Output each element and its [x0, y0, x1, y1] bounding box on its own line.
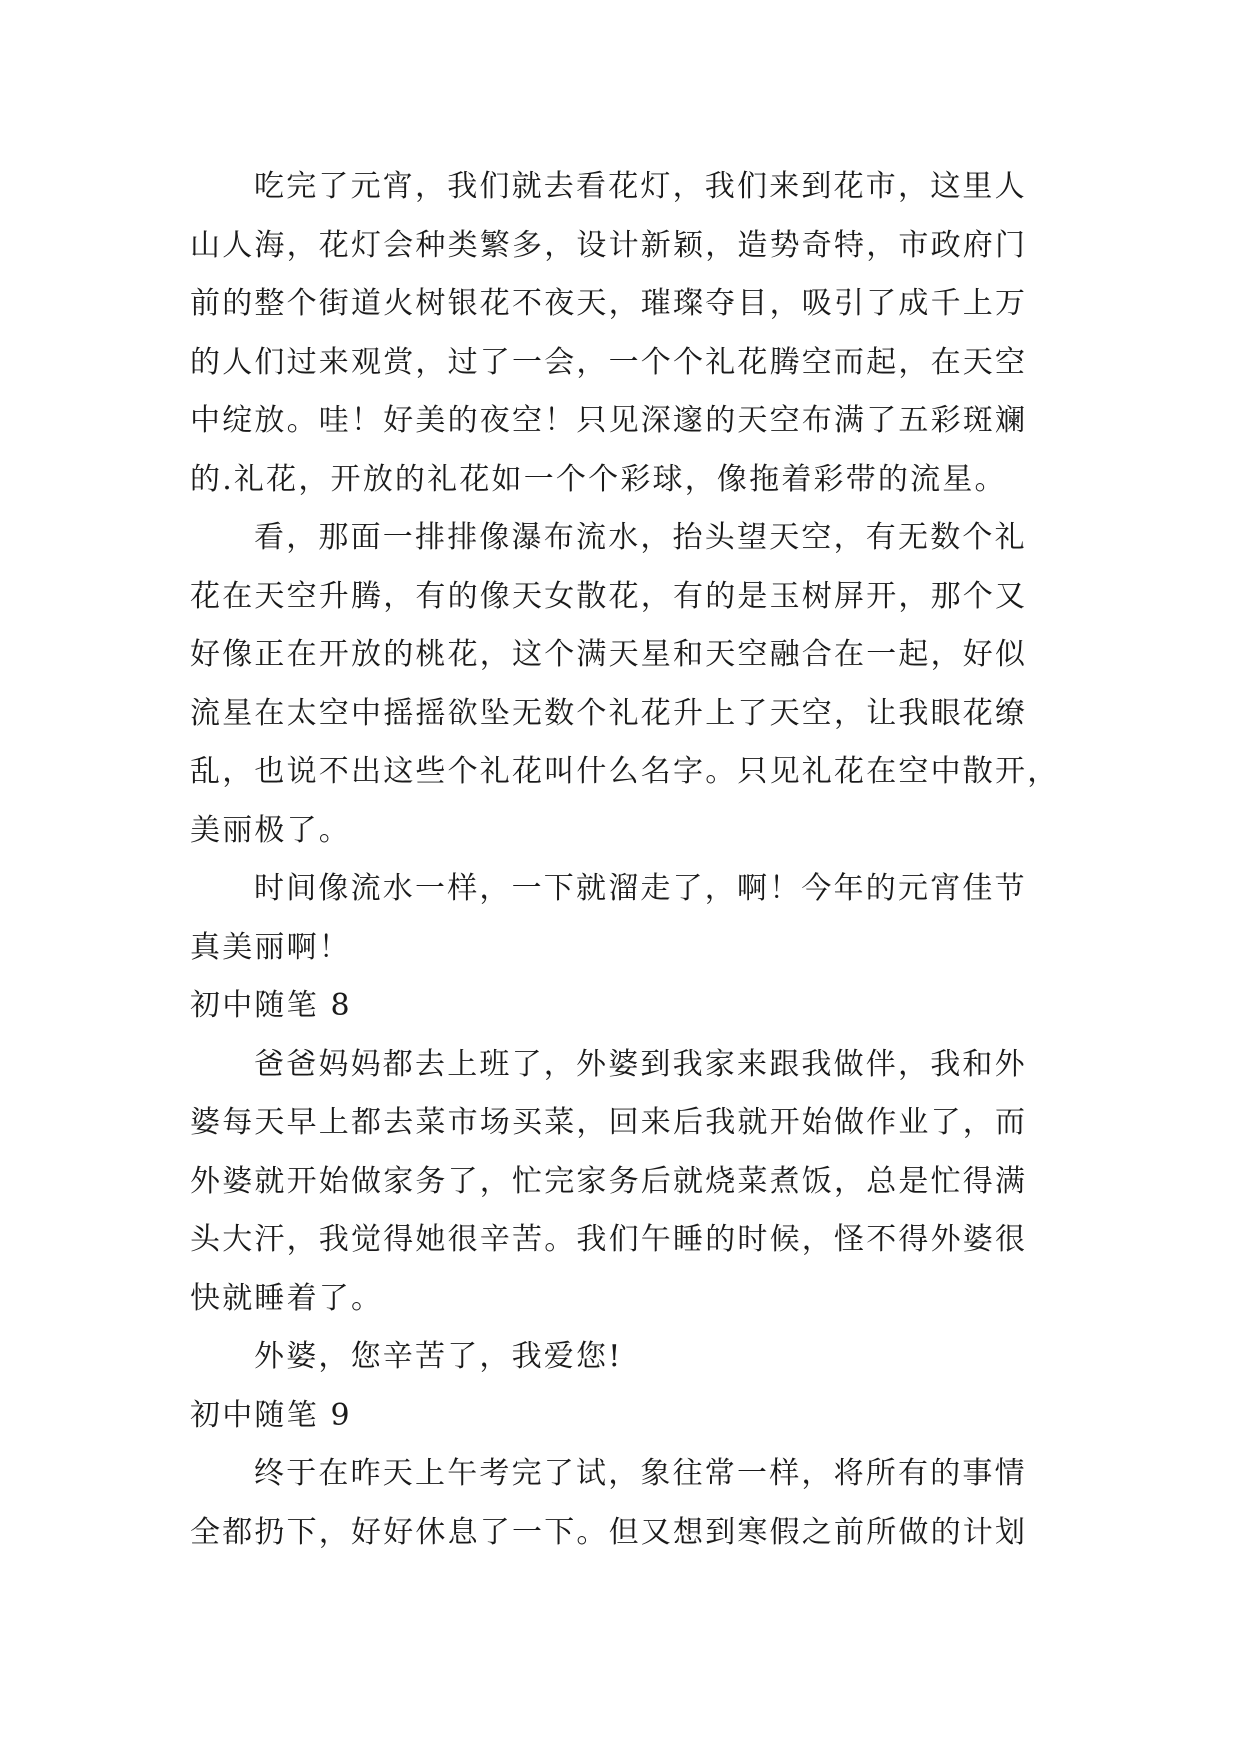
paragraph-line: 流星在太空中摇摇欲坠无数个礼花升上了天空，让我眼花缭: [190, 695, 1028, 731]
paragraph-line: 头大汗，我觉得她很辛苦。我们午睡的时候，怪不得外婆很: [190, 1222, 1028, 1257]
paragraph-line: 的.礼花，开放的礼花如一个个彩球，像拖着彩带的流星。: [190, 461, 1007, 497]
section-heading: 初中随笔 8: [190, 988, 352, 1023]
paragraph-line: 吃完了元宵，我们就去看花灯，我们来到花市，这里人: [254, 169, 1027, 204]
paragraph-line: 好像正在开放的桃花，这个满天星和天空融合在一起，好似: [190, 637, 1028, 672]
paragraph-line: 时间像流水一样，一下就溜走了，啊！今年的元宵佳节: [254, 871, 1027, 906]
paragraph-line: 乱，也说不出这些个礼花叫什么名字。只见礼花在空中散开，: [190, 754, 1060, 789]
paragraph-line: 全都扔下，好好休息了一下。但又想到寒假之前所做的计划: [190, 1514, 1028, 1550]
document-body: [190, 158, 1060, 1562]
paragraph-line: 中绽放。哇！好美的夜空！只见深邃的天空布满了五彩斑斓: [190, 403, 1028, 438]
paragraph-line: 终于在昨天上午考完了试，象往常一样，将所有的事情: [254, 1456, 1027, 1491]
paragraph-line: 看，那面一排排像瀑布流水，抬头望天空，有无数个礼: [254, 520, 1027, 555]
paragraph-line: 快就睡着了。: [190, 1280, 384, 1316]
paragraph-line: 花在天空升腾，有的像天女散花，有的是玉树屏开，那个又: [190, 578, 1028, 614]
paragraph-line: 真美丽啊！: [190, 929, 351, 965]
paragraph-line: 外婆就开始做家务了，忙完家务后就烧菜煮饭，总是忙得满: [190, 1163, 1028, 1199]
paragraph-line: 山人海，花灯会种类繁多，设计新颖，造势奇特，市政府门: [190, 227, 1028, 263]
paragraph-line: 的人们过来观赏，过了一会，一个个礼花腾空而起，在天空: [190, 344, 1028, 380]
paragraph-line: 美丽极了。: [190, 812, 351, 848]
paragraph-line: 外婆，您辛苦了，我爱您!: [254, 1339, 623, 1374]
paragraph-line: 婆每天早上都去菜市场买菜，回来后我就开始做作业了，而: [190, 1105, 1028, 1140]
section-heading: 初中随笔 9: [190, 1397, 352, 1433]
paragraph-line: 爸爸妈妈都去上班了，外婆到我家来跟我做伴，我和外: [254, 1046, 1027, 1082]
paragraph-line: 前的整个街道火树银花不夜天，璀璨夺目，吸引了成千上万: [190, 286, 1028, 321]
